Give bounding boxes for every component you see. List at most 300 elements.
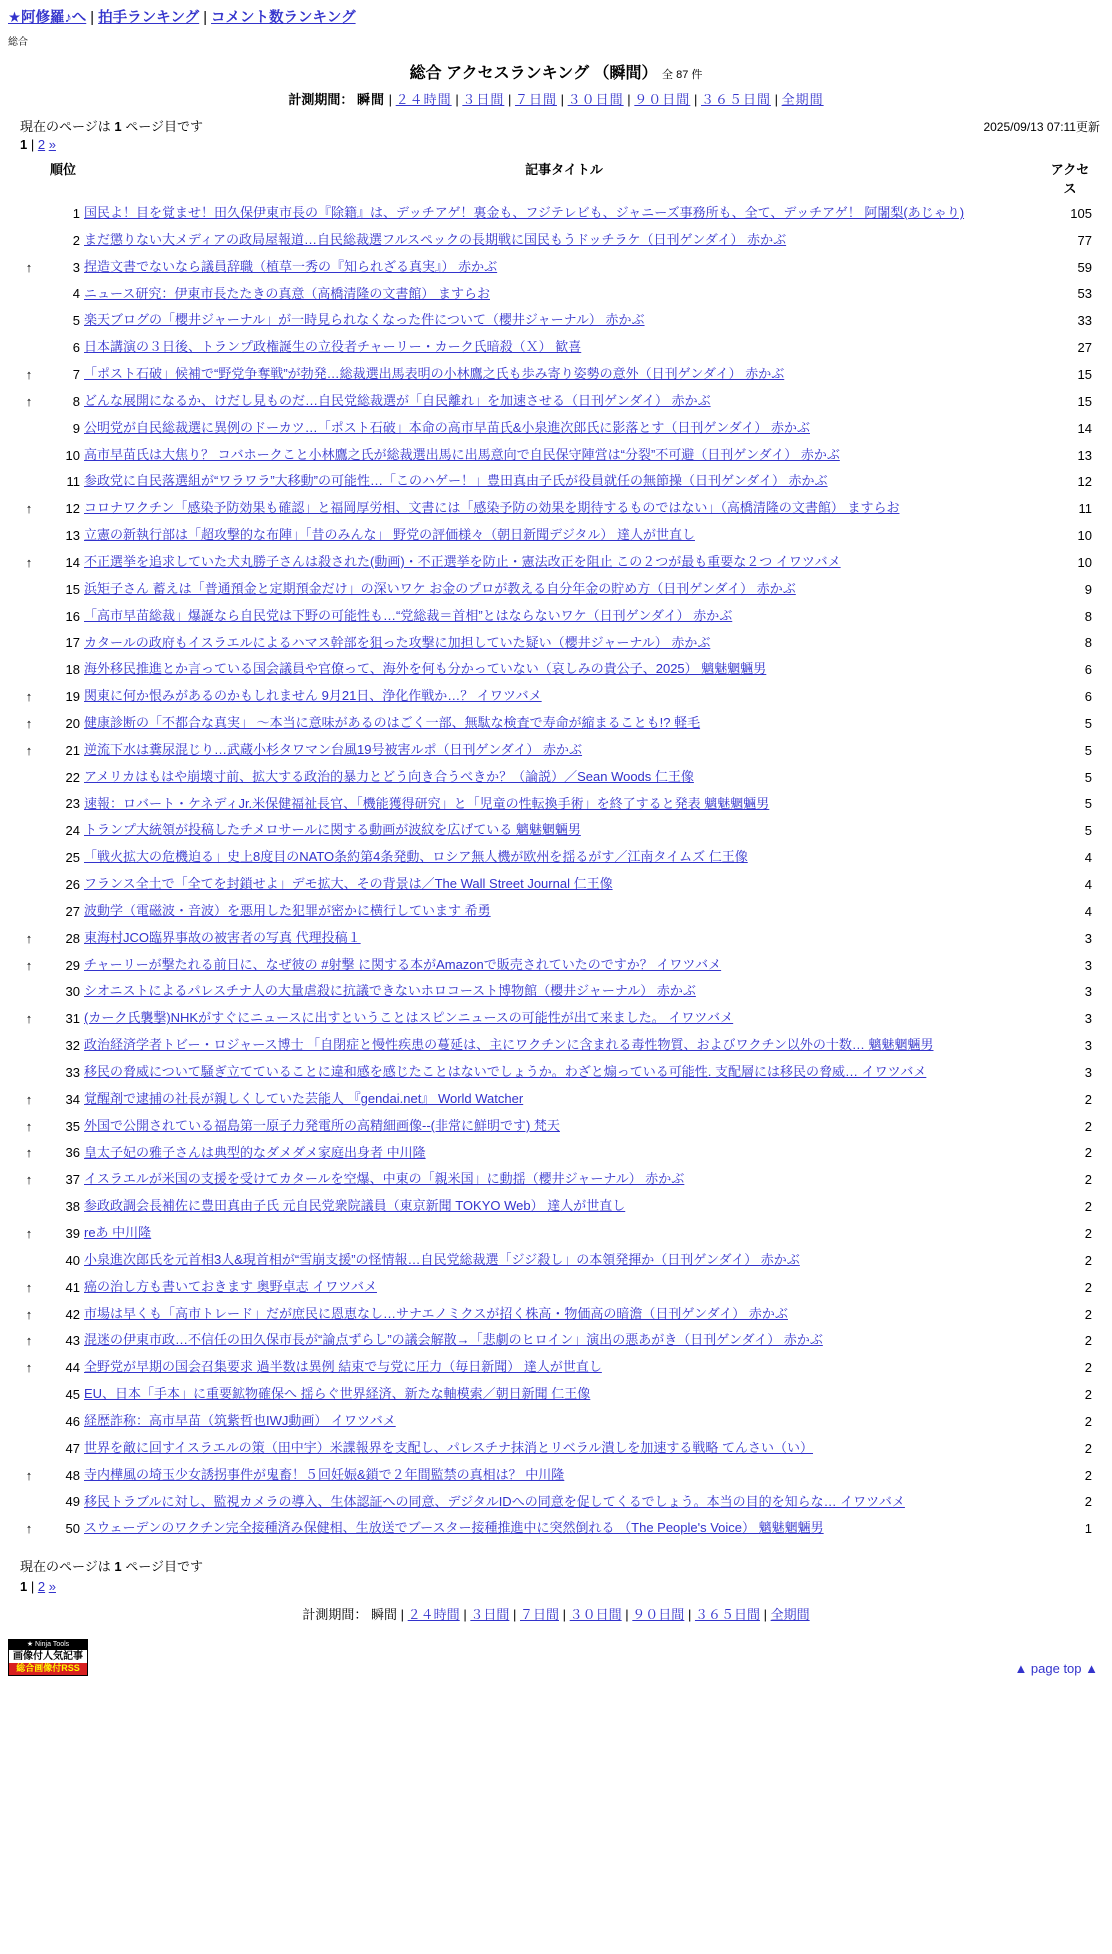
article-title-link[interactable]: 健康診断の「不都合な真実」 ～本当に意味があるのはごく一部、無駄な検査で寿命が縮まることも!? 軽毛 (84, 715, 701, 731)
article-title-link[interactable]: 捏造文書でないなら議員辞職（植草一秀の『知られざる真実』） 赤かぶ (84, 258, 498, 274)
nav-link-clap-ranking[interactable]: 拍手ランキング (98, 10, 200, 26)
article-title-link[interactable]: (カーク氏襲撃)NHKがすぐにニュースに出すということはスピンニュースの可能性が出て来ました。 イワツバメ (84, 1010, 734, 1026)
table-row (14, 227, 1094, 254)
article-title-cell (82, 254, 1046, 281)
period-3d-bottom[interactable]: ３日間 (470, 1607, 510, 1623)
rank-number: 37 (65, 1172, 80, 1188)
access-count: 8 (1084, 608, 1092, 624)
article-title-link[interactable]: 皇太子妃の雅子さんは典型的なダメダメ家庭出身者 中川隆 (84, 1144, 426, 1160)
rank-change-icon (14, 630, 44, 657)
access-count: 15 (1077, 366, 1092, 382)
table-row (14, 334, 1094, 361)
rank-number: 29 (65, 957, 80, 973)
ninja-tools-badge[interactable] (8, 1639, 88, 1676)
article-title-link[interactable]: ニュース研究：伊東市長たたきの真意（高橋清隆の文書館） ますらお (84, 285, 490, 301)
page-number-2-bottom[interactable]: 2 (37, 1579, 46, 1595)
access-count: 6 (1084, 662, 1092, 678)
table-row (14, 1515, 1094, 1542)
rank-change-icon (14, 1059, 44, 1086)
page-status-prefix-top: 現在のページは (20, 119, 115, 134)
table-row (14, 281, 1094, 308)
article-title-link[interactable]: 経歴詐称：高市早苗（筑紫哲也IWJ動画） イワツバメ (84, 1412, 396, 1428)
article-title-cell (82, 791, 1046, 818)
period-selector-bottom (0, 1604, 1112, 1623)
access-count: 5 (1084, 769, 1092, 785)
period-sep-t4: | (560, 92, 565, 107)
rank-change-icon (14, 1489, 44, 1516)
rank-number: 48 (65, 1467, 80, 1483)
rank-change-icon (14, 576, 44, 603)
rank-change-icon: ↑ (25, 742, 33, 758)
article-title-link[interactable]: 移民の脅威について騒ぎ立てていることに違和感を感じたことはないでしょうか。わざと煽っている可能性. 支配層には移民の脅威… イワツバメ (84, 1064, 927, 1079)
period-sep-t1: | (388, 92, 393, 107)
page-status-prefix-bottom: 現在のページは (20, 1559, 115, 1575)
article-title-cell (82, 495, 1046, 522)
period-sep-b2: | (463, 1607, 467, 1623)
article-title-link[interactable]: 混迷の伊東市政…不信任の田久保市長が“論点ずらし”の議会解散→「悲劇のヒロイン」演出の悪あがき（日刊ゲンダイ） 赤かぶ (84, 1332, 823, 1348)
article-title-cell (82, 1515, 1046, 1542)
period-30d-bottom[interactable]: ３０日間 (569, 1607, 622, 1623)
nav-link-home[interactable]: ★阿修羅♪へ (8, 10, 87, 26)
access-count: 3 (1084, 930, 1092, 946)
rank-change-icon (14, 791, 44, 818)
table-row (14, 1301, 1094, 1328)
table-row (14, 1381, 1094, 1408)
table-row (14, 1274, 1094, 1301)
article-title-link[interactable]: 小泉進次郎氏を元首相3人&現首相が“雪崩支援”の怪情報…自民党総裁選「ジジ殺し」の本領発揮か（日刊ゲンダイ） 赤かぶ (84, 1251, 800, 1267)
article-title-link[interactable]: 参政党に自民落選組が“ワラワラ”大移動”の可能性…「このハゲー！」豊田真由子氏が役員就任の無節操（日刊ゲンダイ） 赤かぶ (84, 473, 828, 489)
period-7d-bottom[interactable]: ７日間 (519, 1607, 559, 1623)
rank-number: 21 (65, 742, 80, 758)
article-title-cell (82, 442, 1046, 469)
table-row (14, 1247, 1094, 1274)
column-arrow (14, 156, 44, 200)
table-row (14, 817, 1094, 844)
table-row (14, 361, 1094, 388)
article-title-cell (82, 1193, 1046, 1220)
article-title-link[interactable]: 逆流下水は糞尿混じり…武蔵小杉タワマン台風19号被害ルポ（日刊ゲンダイ） 赤かぶ (84, 741, 583, 757)
period-sep-b6: | (687, 1607, 692, 1623)
table-row (14, 656, 1094, 683)
article-title-link[interactable]: フランス全土で「全てを封鎖せよ」デモ拡大、その背景は／The Wall Street Journal 仁王像 (84, 876, 613, 892)
article-title-link[interactable]: イスラエルが米国の支援を受けてカタールを空爆、中東の「親米国」に動揺（櫻井ジャーナル） 赤かぶ (84, 1171, 685, 1187)
access-count: 10 (1077, 528, 1092, 544)
article-title-cell (82, 1113, 1046, 1140)
rank-number: 35 (65, 1118, 80, 1134)
rank-change-icon (14, 1193, 44, 1220)
period-sep-t6: | (693, 92, 698, 107)
rank-number: 41 (65, 1279, 80, 1295)
article-title-link[interactable]: 全野党が早期の国会召集要求 過半数は異例 結束で与党に圧力（毎日新聞） 達人が世直し (84, 1359, 602, 1375)
article-title-link[interactable]: 速報：ロバート・ケネディJr.米保健福祉長官、「機能獲得研究」と「児童の性転換手術」を終了すると発表 魑魅魍魎男 (84, 795, 770, 811)
article-title-link[interactable]: カタールの政府もイスラエルによるハマス幹部を狙った攻撃に加担していた疑い（櫻井ジャーナル） 赤かぶ (84, 634, 711, 650)
article-title-cell (82, 844, 1046, 871)
nav-separator-1: | (90, 10, 95, 26)
table-row (14, 683, 1094, 710)
article-title-link[interactable]: 市場は早くも「高市トレード」だが庶民に恩恵なし…サナエノミクスが招く株高・物価高の暗澹（日刊ゲンダイ） 赤かぶ (84, 1305, 788, 1321)
rank-number: 24 (65, 823, 80, 839)
access-count: 15 (1077, 393, 1092, 409)
period-selector-top (0, 89, 1112, 108)
rank-number: 16 (65, 608, 80, 624)
article-title-link[interactable]: 日本講演の３日後、トランプ政権誕生の立役者チャーリー・カーク氏暗殺（Ｘ） 歓喜 (84, 339, 582, 355)
badge-top-text: ★ Ninja Tools (9, 1640, 87, 1650)
article-title-cell (82, 1247, 1046, 1274)
page-number-2-top[interactable]: 2 (37, 137, 46, 152)
access-count: 2 (1084, 1467, 1092, 1483)
table-row (14, 978, 1094, 1005)
rank-change-icon (14, 415, 44, 442)
article-title-link[interactable]: どんな展開になるか、けだし見ものだ…自民党総裁選が「自民離れ」を加速させる（日刊ゲンダイ） 赤かぶ (84, 392, 711, 408)
access-count: 27 (1077, 340, 1092, 356)
rank-number: 15 (65, 581, 80, 597)
article-title-cell (82, 1005, 1046, 1032)
article-title-link[interactable]: 国民よ！目を覚ませ！田久保伊東市長の『除籍』は、デッチアゲ！裏金も、フジテレビも、ジャニーズ事務所も、全て、デッチアゲ！ 阿闍梨(あじゃり) (84, 205, 965, 220)
top-navigation (0, 0, 1112, 31)
access-count: 4 (1084, 877, 1092, 893)
page-status-top (20, 116, 203, 135)
access-count: 2 (1084, 1440, 1092, 1456)
badge-mid-text: 画像付人気記事 (13, 1650, 83, 1662)
access-count: 2 (1084, 1387, 1092, 1403)
table-row (14, 1140, 1094, 1167)
rank-change-icon: ↑ (25, 1011, 33, 1027)
table-row (14, 1059, 1094, 1086)
article-title-cell (82, 952, 1046, 979)
rank-number: 40 (65, 1252, 80, 1268)
rank-number: 26 (65, 877, 80, 893)
total-count: 全 87 件 (662, 69, 703, 81)
period-current-top: 瞬間 (357, 92, 386, 107)
article-title-link[interactable]: 外国で公開されている福島第一原子力発電所の高精細画像--(非常に鮮明です) 梵天 (84, 1117, 560, 1133)
rank-number: 11 (66, 474, 80, 490)
article-title-cell (82, 1220, 1046, 1247)
article-title-link[interactable]: 参政政調会長補佐に豊田真由子氏 元自民党衆院議員（東京新聞 TOKYO Web） 達人が世直し (84, 1198, 626, 1214)
page-next-bottom[interactable]: » (48, 1579, 56, 1595)
rank-number: 14 (65, 554, 80, 570)
access-count: 10 (1077, 554, 1092, 570)
ranking-table (14, 156, 1094, 1542)
article-title-cell (82, 603, 1046, 630)
rank-number: 9 (72, 420, 80, 436)
table-row (14, 844, 1094, 871)
rank-change-icon: ↑ (25, 1360, 33, 1376)
rank-change-icon (14, 817, 44, 844)
access-count: 3 (1084, 1038, 1092, 1054)
period-sep-b3: | (512, 1607, 517, 1623)
article-title-cell (82, 1435, 1046, 1462)
period-sep-b1: | (400, 1607, 405, 1623)
article-title-link[interactable]: 癌の治し方も書いておきます 奥野卓志 イワツバメ (84, 1278, 377, 1294)
period-365d-top[interactable]: ３６５日間 (700, 92, 771, 107)
article-title-cell (82, 576, 1046, 603)
article-title-cell (82, 388, 1046, 415)
article-title-link[interactable]: 「高市早苗総裁」爆誕なら自民党は下野の可能性も…“党総裁＝首相”とはならないワケ（日刊ゲンダイ） 赤かぶ (84, 607, 733, 623)
access-count: 1 (1084, 1521, 1092, 1537)
rank-change-icon: ↑ (25, 1091, 33, 1107)
access-count: 33 (1077, 313, 1092, 329)
article-title-link[interactable]: 覚醒剤で逮捕の社長が親しくしていた芸能人 『gendai.net』 World Watcher (84, 1090, 524, 1106)
article-title-link[interactable]: コロナワクチン「感染予防効果も確認」と福岡厚労相、文書には「感染予防の効果を期待するものではない」（高橋清隆の文書館） ますらお (84, 500, 900, 516)
article-title-link[interactable]: reあ 中川隆 (84, 1225, 152, 1241)
page-number-1-top: 1 (20, 137, 28, 152)
period-90d-bottom[interactable]: ９０日間 (632, 1607, 685, 1623)
page-sep-top: | (30, 137, 35, 152)
rank-change-icon (14, 281, 44, 308)
article-title-cell (82, 361, 1046, 388)
article-title-cell (82, 656, 1046, 683)
period-all-top[interactable]: 全期間 (781, 92, 824, 107)
article-title-cell (82, 1086, 1046, 1113)
rank-number: 39 (65, 1225, 80, 1241)
rank-change-icon (14, 978, 44, 1005)
rank-number: 36 (65, 1145, 80, 1161)
table-row (14, 710, 1094, 737)
page-status-number-top: 1 (114, 119, 122, 134)
rank-change-icon: ↑ (25, 930, 33, 946)
table-row (14, 603, 1094, 630)
rank-change-icon: ↑ (25, 554, 33, 570)
rank-number: 1 (72, 205, 80, 221)
table-row (14, 388, 1094, 415)
rank-change-icon (14, 200, 44, 227)
access-count: 3 (1084, 957, 1092, 973)
article-title-cell (82, 281, 1046, 308)
article-title-link[interactable]: 楽天ブログの「櫻井ジャーナル」が一時見られなくなった件について（櫻井ジャーナル） 赤かぶ (84, 312, 645, 328)
period-sep-b5: | (625, 1607, 629, 1623)
rank-change-icon (14, 1435, 44, 1462)
rank-number: 12 (65, 501, 80, 517)
rank-change-icon: ↑ (25, 715, 33, 731)
nav-link-comment-ranking[interactable]: コメント数ランキング (211, 10, 356, 26)
period-label-top: 計測期間： (288, 92, 354, 107)
article-title-cell (82, 817, 1046, 844)
access-count: 5 (1084, 742, 1092, 758)
table-row (14, 1220, 1094, 1247)
rank-change-icon (14, 844, 44, 871)
page-next-top[interactable]: » (48, 137, 56, 152)
rank-number: 3 (72, 259, 80, 275)
article-title-link[interactable]: 浜矩子さん 蓄えは「普通預金と定期預金だけ」の深いワケ お金のプロが教える自分年金の貯め方（日刊ゲンダイ） 赤かぶ (84, 580, 796, 596)
article-title-cell (82, 549, 1046, 576)
article-title-link[interactable]: 「戦火拡大の危機迫る」史上8度目のNATO条約第4条発動、ロシア無人機が欧州を揺るがす／江南タイムズ 仁王像 (84, 849, 748, 865)
rank-change-icon: ↑ (25, 1225, 33, 1241)
rank-change-icon: ↑ (25, 1467, 33, 1483)
article-title-cell (82, 468, 1046, 495)
page-number-1-bottom: 1 (20, 1579, 28, 1595)
rank-change-icon (14, 1408, 44, 1435)
rank-change-icon: ↑ (25, 957, 33, 973)
access-count: 9 (1084, 581, 1092, 597)
rank-number: 46 (65, 1413, 80, 1429)
article-title-link[interactable]: 東海村JCO臨界事故の被害者の写真 代理投稿１ (84, 929, 361, 945)
rank-change-icon (14, 1381, 44, 1408)
access-count: 2 (1084, 1252, 1092, 1268)
table-row (14, 442, 1094, 469)
table-row (14, 522, 1094, 549)
table-row (14, 1408, 1094, 1435)
rank-change-icon: ↑ (25, 1521, 33, 1537)
article-title-link[interactable]: 高市早苗氏は大焦り？ コバホークこと小林鷹之氏が総裁選出馬に出馬意向で自民保守陣営は“分裂”不可避（日刊ゲンダイ） 赤かぶ (84, 446, 840, 462)
rank-number: 33 (65, 1064, 80, 1080)
access-count: 6 (1084, 689, 1092, 705)
access-count: 77 (1077, 232, 1092, 248)
rank-number: 43 (65, 1333, 80, 1349)
period-365d-bottom[interactable]: ３６５日間 (694, 1607, 760, 1623)
page-status-number-bottom: 1 (114, 1559, 122, 1575)
access-count: 2 (1084, 1199, 1092, 1215)
rank-number: 38 (65, 1199, 80, 1215)
access-count: 3 (1084, 984, 1092, 1000)
article-title-cell (82, 522, 1046, 549)
rank-change-icon: ↑ (25, 1145, 33, 1161)
period-30d-top[interactable]: ３０日間 (567, 92, 624, 107)
article-title-cell (82, 307, 1046, 334)
article-title-cell (82, 710, 1046, 737)
page-sep-bottom: | (30, 1579, 35, 1595)
article-title-cell (82, 1301, 1046, 1328)
table-row (14, 307, 1094, 334)
table-row (14, 468, 1094, 495)
article-title-link[interactable]: 波動学（電磁波・音波）を悪用した犯罪が密かに横行しています 希勇 (84, 902, 491, 918)
table-row (14, 1032, 1094, 1059)
breadcrumb: 総合 (8, 37, 28, 48)
rank-number: 2 (72, 232, 80, 248)
access-count: 3 (1084, 1064, 1092, 1080)
access-count: 13 (1077, 447, 1092, 463)
article-title-cell (82, 1140, 1046, 1167)
article-title-link[interactable]: アメリカはもはや崩壊寸前、拡大する政治的暴力とどう向き合うべきか？（論説）／Sean Woods 仁王像 (84, 768, 694, 784)
rank-change-icon (14, 442, 44, 469)
table-header-row (14, 156, 1094, 200)
column-rank: 順位 (49, 162, 76, 177)
period-24h-bottom[interactable]: ２４時間 (407, 1607, 460, 1623)
rank-number: 20 (65, 715, 80, 731)
article-title-cell (82, 1059, 1046, 1086)
access-count: 3 (1084, 1011, 1092, 1027)
rank-change-icon: ↑ (25, 259, 33, 275)
rank-change-icon: ↑ (25, 689, 33, 705)
page-status-bottom (0, 1556, 1112, 1575)
page-title (0, 60, 1112, 83)
rank-number: 25 (65, 850, 80, 866)
access-count: 12 (1077, 474, 1092, 490)
article-title-link[interactable]: 海外移民推進とか言っている国会議員や官僚って、海外を何も分かっていない（哀しみの貴公子、2025） 魑魅魍魎男 (84, 661, 767, 677)
rank-number: 18 (65, 662, 80, 678)
article-title-link[interactable]: シオニストによるパレスチナ人の大量虐殺に抗議できないホロコースト博物館（櫻井ジャーナル） 赤かぶ (84, 983, 696, 999)
article-title-cell (82, 200, 1046, 227)
rank-number: 44 (65, 1360, 80, 1376)
article-title-cell (82, 415, 1046, 442)
period-all-bottom[interactable]: 全期間 (770, 1607, 810, 1623)
article-title-link[interactable]: まだ懲りない大メディアの政局屋報道…自民総裁選フルスペックの長期戦に国民もうドッチラケ（日刊ゲンダイ） 赤かぶ (84, 231, 787, 247)
pagination-top (0, 135, 1112, 156)
ranking-table-body (14, 200, 1094, 1542)
period-3d-top[interactable]: ３日間 (462, 92, 505, 107)
period-90d-top[interactable]: ９０日間 (634, 92, 691, 107)
article-title-cell (82, 1408, 1046, 1435)
rank-number: 31 (65, 1011, 80, 1027)
rank-number: 42 (65, 1306, 80, 1322)
access-count: 8 (1084, 635, 1092, 651)
rank-number: 17 (65, 635, 80, 651)
table-row (14, 630, 1094, 657)
period-label-bottom: 計測期間： (302, 1607, 368, 1623)
rank-number: 45 (65, 1387, 80, 1403)
access-count: 2 (1084, 1306, 1092, 1322)
article-title-link[interactable]: 「ポスト石破」候補で“野党争奪戦”が勃発…総裁選出馬表明の小林鷹之氏も歩み寄り姿勢の意外（日刊ゲンダイ） 赤かぶ (84, 366, 785, 382)
rank-change-icon (14, 898, 44, 925)
rank-number: 13 (65, 528, 80, 544)
rank-change-icon (14, 603, 44, 630)
rank-change-icon (14, 468, 44, 495)
period-7d-top[interactable]: ７日間 (514, 92, 557, 107)
rank-number: 23 (65, 796, 80, 812)
page-top-link[interactable]: ▲ page top ▲ (1014, 1660, 1098, 1676)
rank-number: 30 (65, 984, 80, 1000)
article-title-cell (82, 737, 1046, 764)
rank-change-icon: ↑ (25, 501, 33, 517)
rank-change-icon (14, 871, 44, 898)
footer (0, 1629, 1112, 1686)
table-row (14, 764, 1094, 791)
rank-number: 50 (65, 1521, 80, 1537)
rank-change-icon: ↑ (25, 1118, 33, 1134)
access-count: 4 (1084, 903, 1092, 919)
article-title-cell (82, 1032, 1046, 1059)
access-count: 2 (1084, 1413, 1092, 1429)
rank-number: 8 (72, 393, 80, 409)
article-title-link[interactable]: チャーリーが撃たれる前日に、なぜ彼の #射撃 に関する本がAmazonで販売されていたのですか？ イワツバメ (84, 956, 722, 972)
article-title-link[interactable]: 移民トラブルに対し、監視カメラの導入、生体認証への同意、デジタルIDへの同意を促してくるでしょう。本当の目的を知らな… イワツバメ (84, 1493, 905, 1509)
table-row (14, 791, 1094, 818)
table-row (14, 549, 1094, 576)
period-current-bottom: 瞬間 (371, 1607, 398, 1623)
access-count: 5 (1084, 823, 1092, 839)
table-row (14, 1193, 1094, 1220)
article-title-link[interactable]: 立憲の新執行部は「超攻撃的な布陣」「昔のみんな」 野党の評価様々（朝日新聞デジタル） 達人が世直し (84, 527, 695, 543)
access-count: 2 (1084, 1333, 1092, 1349)
rank-number: 49 (65, 1494, 80, 1510)
article-title-link[interactable]: 世界を敵に回すイスラエルの策（田中宇）米諜報界を支配し、パレスチナ抹消とリベラル潰しを加速する戦略 てんさい（い） (84, 1439, 814, 1455)
table-row (14, 1327, 1094, 1354)
rank-change-icon: ↑ (25, 1333, 33, 1349)
rank-number: 7 (72, 366, 80, 382)
article-title-link[interactable]: EU、日本「手本」に重要鉱物確保へ 揺らぐ世界経済、新たな軸模索／朝日新聞 仁王像 (84, 1386, 591, 1402)
rank-change-icon (14, 307, 44, 334)
article-title-link[interactable]: 寺内樺風の埼玉少女誘拐事件が鬼畜！５回妊娠&鎖で２年間監禁の真相は？ 中川隆 (84, 1466, 565, 1482)
table-row (14, 495, 1094, 522)
table-row (14, 871, 1094, 898)
article-title-link[interactable]: 政治経済学者トビー・ロジャース博士 「自閉症と慢性疾患の蔓延は、主にワクチンに含まれる毒性物質、およびワクチン以外の十数… 魑魅魍魎男 (84, 1037, 934, 1053)
article-title-link[interactable]: 関東に何か恨みがあるのかもしれません 9月21日、浄化作戦か…？ イワツバメ (84, 688, 542, 704)
access-count: 5 (1084, 796, 1092, 812)
rank-number: 47 (65, 1440, 80, 1456)
page-status-suffix-top: ページ目です (121, 119, 203, 134)
article-title-link[interactable]: スウェーデンのワクチン完全接種済み保健相、生放送でブースター接種推進中に突然倒れる （The People's Voice） 魑魅魍魎男 (84, 1520, 824, 1536)
article-title-link[interactable]: 公明党が自民総裁選に異例のドーカツ…「ポスト石破」本命の高市早苗氏&小泉進次郎氏に影落とす（日刊ゲンダイ） 赤かぶ (84, 419, 810, 435)
period-sep-t3: | (507, 92, 512, 107)
article-title-link[interactable]: 不正選挙を追求していた犬丸勝子さんは殺された(動画)・不正選挙を防止・憲法改正を阻止 この２つが最も重要な２つ イワツバメ (84, 553, 841, 569)
nav-separator-2: | (203, 10, 207, 26)
article-title-link[interactable]: トランプ大統領が投稿したチメロサールに関する動画が波紋を広げている 魑魅魍魎男 (84, 822, 581, 838)
access-count: 2 (1084, 1360, 1092, 1376)
page-status-row-top (0, 112, 1112, 135)
rank-change-icon (14, 1247, 44, 1274)
access-count: 2 (1084, 1091, 1092, 1107)
period-24h-top[interactable]: ２４時間 (395, 92, 452, 107)
page-status-suffix-bottom: ページ目です (121, 1559, 203, 1575)
